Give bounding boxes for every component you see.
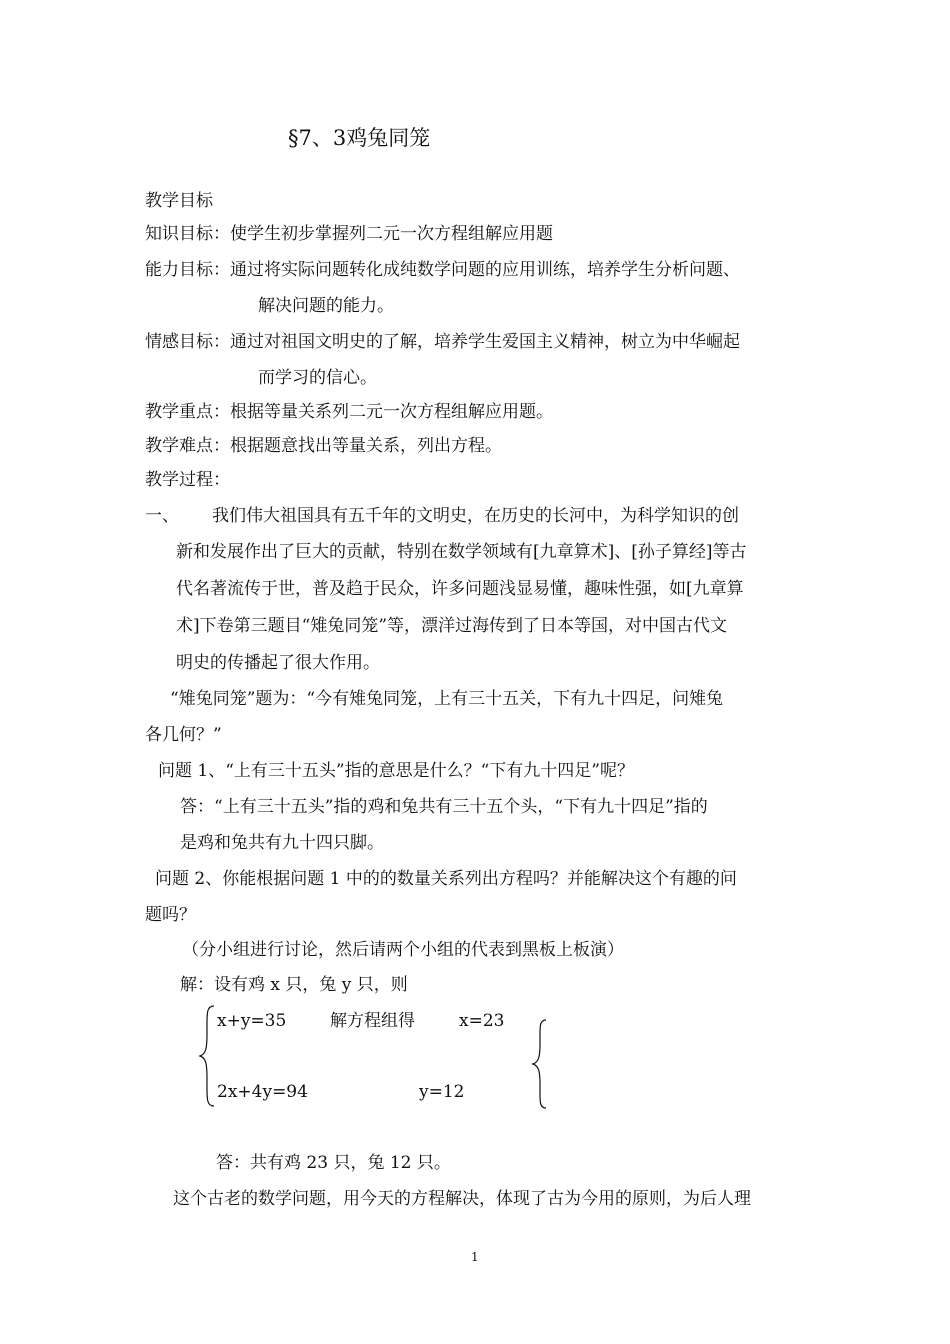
solution-x: x=23 [459,1011,505,1031]
equation-2: 2x+4y=94 [217,1082,308,1102]
page-number: 1 [471,1250,479,1264]
document-title: §7、3鸡兔同笼 [288,126,431,150]
closing-line: 这个古老的数学问题，用今天的方程解决，体现了古为今用的原则，为后人理 [173,1189,751,1209]
emotion-objective-line-1: 情感目标：通过对祖国文明史的了解，培养学生爱国主义精神，树立为中华崛起 [145,332,740,352]
right-brace-icon [530,1018,550,1110]
paragraph-2-line-2: 各几何？” [145,725,222,745]
discussion-note: （分小组进行讨论，然后请两个小组的代表到黑板上板演） [182,940,624,960]
paragraph-1-line-4: 术]下卷第三题目“雉兔同笼”等，漂洋过海传到了日本等国，对中国古代文 [176,616,728,636]
equation-1: x+y=35 [217,1011,287,1031]
section-one-marker: 一、 [145,506,179,526]
question-1: 问题 1、“上有三十五头”指的意思是什么？“下有九十四足”呢？ [158,761,634,781]
knowledge-objective: 知识目标：使学生初步掌握列二元一次方程组解应用题 [145,224,553,244]
paragraph-1-line-1: 我们伟大祖国具有五千年的文明史，在历史的长河中，为科学知识的创 [212,506,739,526]
objectives-heading: 教学目标 [145,191,213,211]
process-heading: 教学过程： [145,470,230,490]
ability-objective-line-2: 解决问题的能力。 [258,296,394,316]
final-answer: 答：共有鸡 23 只，兔 12 只。 [216,1153,451,1173]
question-2-line-2: 题吗？ [145,905,196,925]
answer-1-line-2: 是鸡和兔共有九十四只脚。 [180,833,384,853]
paragraph-2-line-1: “雉兔同笼”题为：“今有雉兔同笼，上有三十五关，下有九十四足，问雉兔 [170,689,724,709]
paragraph-1-line-3: 代名著流传于世，普及趋于民众，许多问题浅显易懂，趣味性强，如[九章算 [176,579,744,599]
paragraph-1-line-2: 新和发展作出了巨大的贡献，特别在数学领域有[九章算术]、[孙子算经]等古 [176,542,747,562]
paragraph-1-line-5: 明史的传播起了很大作用。 [176,653,380,673]
ability-objective-line-1: 能力目标：通过将实际问题转化成纯数学问题的应用训练，培养学生分析问题、 [145,260,740,280]
question-2-line-1: 问题 2、你能根据问题 1 中的的数量关系列出方程吗？并能解决这个有趣的问 [155,869,737,889]
solve-label: 解方程组得 [330,1011,415,1031]
left-brace-icon [198,1004,218,1108]
answer-1-line-1: 答：“上有三十五头”指的鸡和兔共有三十五个头，“下有九十四足”指的 [180,797,708,817]
key-point: 教学重点：根据等量关系列二元一次方程组解应用题。 [145,402,553,422]
emotion-objective-line-2: 而学习的信心。 [258,368,377,388]
difficulty: 教学难点：根据题意找出等量关系，列出方程。 [145,436,502,456]
solution-y: y=12 [419,1082,465,1102]
solution-intro: 解：设有鸡 x 只，兔 y 只，则 [180,975,408,995]
